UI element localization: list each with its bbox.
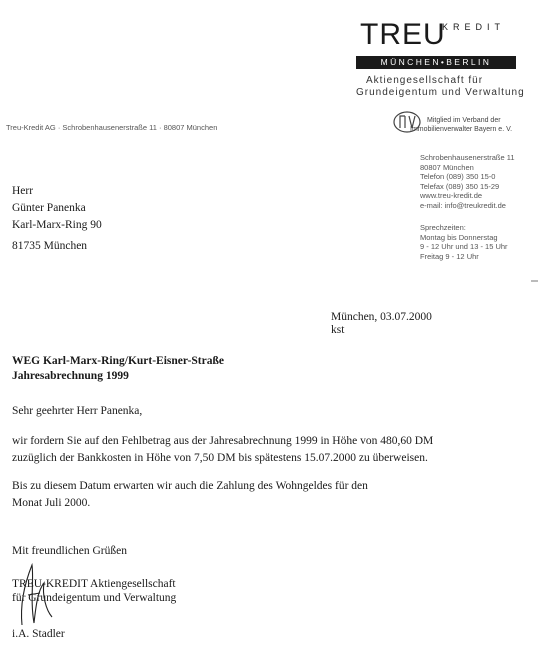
contact-street: Schrobenhausenerstraße 11 — [420, 153, 515, 162]
company-line1: TREU-KREDIT Aktiengesellschaft — [12, 578, 176, 590]
letter-subject — [12, 354, 224, 384]
contact-zip-city: 80807 München — [420, 162, 474, 172]
body-paragraph-2 — [12, 478, 368, 512]
brand-city-bar: MÜNCHEN•BERLIN — [356, 56, 516, 69]
office-hours-line2: 9 - 12 Uhr und 13 - 15 Uhr — [420, 242, 508, 251]
contact-fax: Telefax (089) 350 15-29 — [420, 181, 500, 191]
letter-reference: kst — [331, 324, 345, 336]
recipient-title: Herr — [12, 185, 34, 197]
subject-line1: WEG Karl-Marx-Ring/Kurt-Eisner-Straße — [12, 355, 224, 367]
sender-return-address: Treu-Kredit AG · Schrobenhausenerstraße 11 · 80807 München — [6, 123, 218, 132]
office-hours-line1: Montag bis Donnerstag — [420, 232, 498, 242]
contact-email: e-mail: info@treukredit.de — [420, 200, 506, 210]
closing-greeting: Mit freundlichen Grüßen — [12, 545, 127, 557]
office-hours-line3: Freitag 9 - 12 Uhr — [420, 251, 479, 261]
recipient-street: Karl-Marx-Ring 90 — [12, 219, 102, 231]
letter-date: München, 03.07.2000 — [331, 311, 432, 323]
letter-salutation: Sehr geehrter Herr Panenka, — [12, 405, 143, 417]
body-paragraph-1 — [12, 433, 433, 467]
paragraph2-line1: Bis zu diesem Datum erwarten wir auch die Zahlung des Wohngeldes für den — [12, 480, 368, 492]
recipient-zip-city: 81735 München — [12, 240, 88, 252]
membership-line2: Immobilienverwalter Bayern e. V. — [410, 126, 513, 133]
signer-name: i.A. Stadler — [12, 628, 65, 640]
company-line2: für Grundeigentum und Verwaltung — [12, 592, 177, 604]
company-subtitle-line2: Grundeigentum und Verwaltung — [356, 87, 525, 98]
paragraph2-line2: Monat Juli 2000. — [12, 497, 91, 509]
contact-phone: Telefon (089) 350 15-0 — [420, 172, 496, 181]
contact-web: www.treu-kredit.de — [420, 191, 483, 200]
vdiv-logo-icon — [392, 110, 424, 139]
paragraph1-line1: wir fordern Sie auf den Fehlbetrag aus der Jahresabrechnung 1999 in Höhe von 480,60 DM — [12, 435, 434, 447]
company-subtitle-line1: Aktiengesellschaft für — [366, 75, 484, 86]
membership-line1: Mitglied im Verband der — [427, 117, 501, 124]
punch-mark — [531, 280, 538, 282]
contact-block — [420, 153, 515, 210]
recipient-name: Günter Panenka — [12, 202, 86, 214]
subject-line2: Jahresabrechnung 1999 — [12, 370, 129, 382]
brand-logo-text: TREU — [360, 18, 446, 51]
paragraph1-line2: zuzüglich der Bankkosten in Höhe von 7,50 DM bis spätestens 15.07.2000 zu überweisen. — [12, 452, 428, 464]
office-hours-heading: Sprechzeiten: — [420, 223, 466, 232]
brand-logo-kredit: KREDIT — [442, 22, 506, 32]
office-hours — [420, 223, 508, 261]
recipient-address — [12, 183, 102, 234]
